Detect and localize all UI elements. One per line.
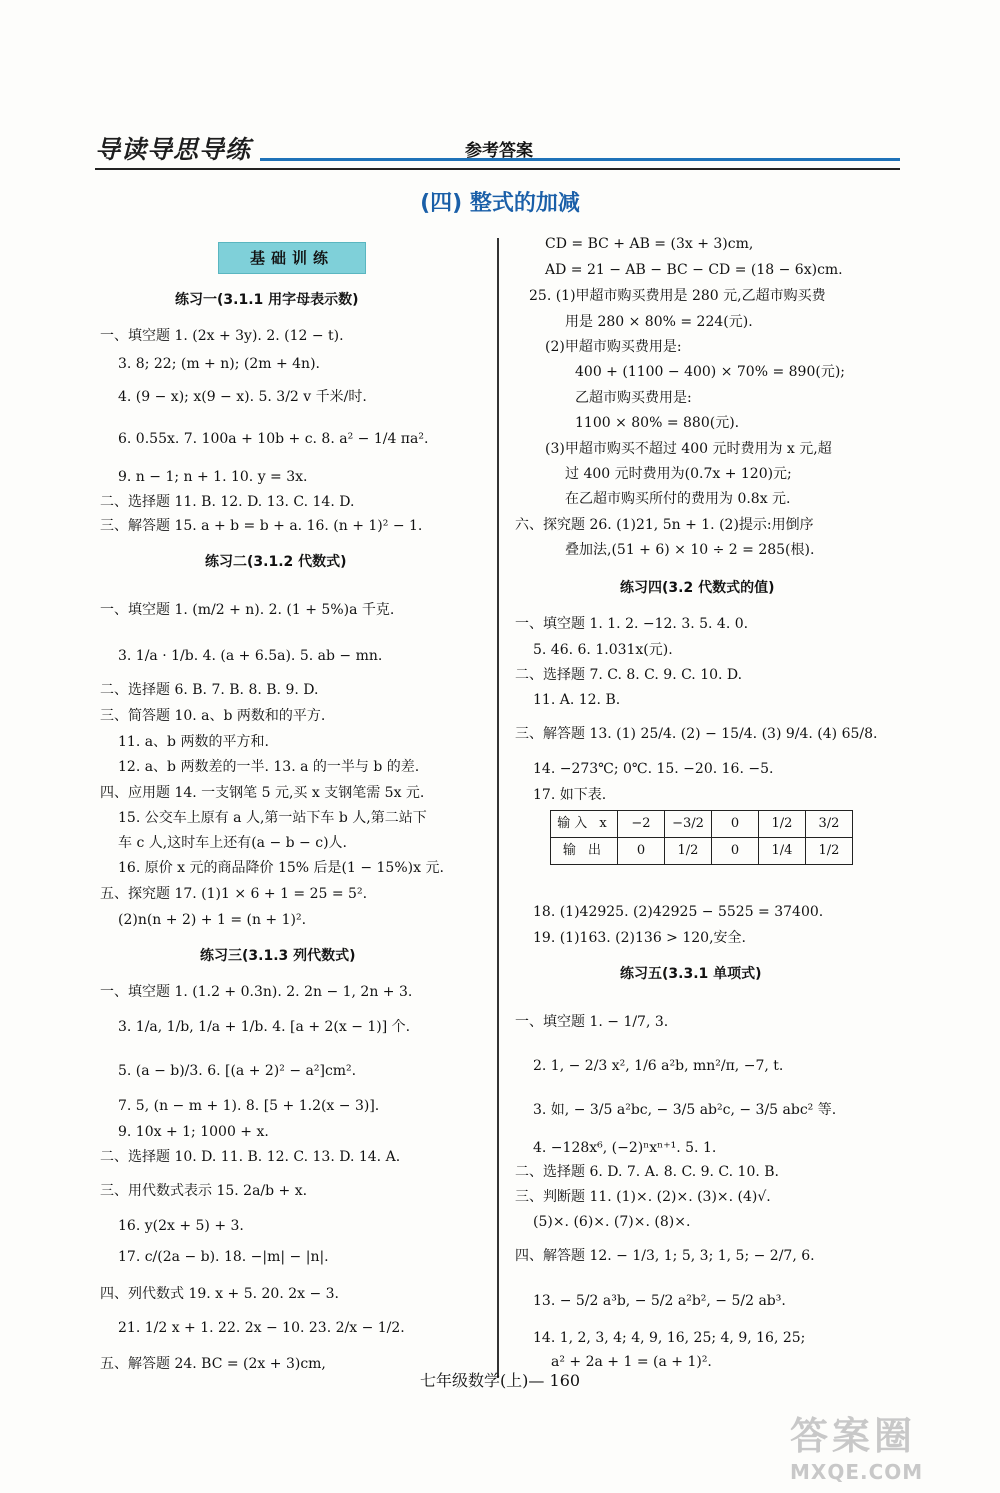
series-logo: 导读导思导练: [95, 135, 252, 164]
answer-line: 二、选择题 6. D. 7. A. 8. C. 9. C. 10. B.: [515, 1164, 779, 1180]
answer-line: 3. 1/a, 1/b, 1/a + 1/b. 4. [a + 2(x − 1)] 个.: [118, 1019, 411, 1035]
table-cell: −3/2: [665, 811, 712, 838]
header-title: 参考答案: [465, 141, 533, 161]
answer-line: 三、简答题 10. a、b 两数和的平方.: [100, 708, 326, 724]
table-row: [551, 811, 853, 838]
basic-training-badge: 基础训练: [218, 242, 366, 274]
answer-line: (2)n(n + 2) + 1 = (n + 1)².: [118, 912, 307, 928]
section-title: 练习二(3.1.2 代数式): [205, 554, 347, 570]
table-cell: 1/2: [665, 838, 712, 865]
answer-line: 3. 如, − 3/5 a²bc, − 3/5 ab²c, − 3/5 abc² 等.: [533, 1102, 837, 1118]
answer-line: 11. a、b 两数的平方和.: [118, 734, 269, 750]
answer-line: 4. (9 − x); x(9 − x). 5. 3/2 v 千米/时.: [118, 389, 367, 405]
input-output-table: [550, 810, 853, 865]
answer-line: 14. 1, 2, 3, 4; 4, 9, 16, 25; 4, 9, 16, 25;: [533, 1330, 806, 1346]
answer-line: 3. 8; 22; (m + n); (2m + 4n).: [118, 356, 320, 372]
table-cell: 1/2: [759, 811, 806, 838]
answer-line: (5)×. (6)×. (7)×. (8)×.: [533, 1214, 691, 1230]
header-dark-rule: [95, 168, 900, 170]
answer-line: 400 + (1100 − 400) × 70% = 890(元);: [575, 364, 845, 380]
table-cell: −2: [618, 811, 665, 838]
answer-line: 三、解答题 13. (1) 25/4. (2) − 15/4. (3) 9/4. (4) 65/8.: [515, 726, 878, 742]
section-title: 练习四(3.2 代数式的值): [620, 580, 775, 596]
answer-line: 一、填空题 1. − 1/7, 3.: [515, 1014, 669, 1030]
answer-line: 9. n − 1; n + 1. 10. y = 3x.: [118, 469, 308, 485]
answer-line: CD = BC + AB = (3x + 3)cm,: [545, 236, 754, 252]
answer-line: 2. 1, − 2/3 x², 1/6 a²b, mn²/π, −7, t.: [533, 1058, 784, 1074]
answer-line: 5. 46. 6. 1.031x(元).: [533, 642, 673, 658]
answer-line: 一、填空题 1. 1. 2. −12. 3. 5. 4. 0.: [515, 616, 749, 632]
answer-line: 17. c/(2a − b). 18. −|m| − |n|.: [118, 1249, 329, 1265]
answer-line: 四、解答题 12. − 1/3, 1; 5, 3; 1, 5; − 2/7, 6.: [515, 1248, 815, 1264]
table-row: [551, 838, 853, 865]
header-blue-rule: [260, 158, 900, 161]
answer-line: 21. 1/2 x + 1. 22. 2x − 10. 23. 2/x − 1/2.: [118, 1320, 405, 1336]
answer-line: 17. 如下表.: [533, 787, 607, 803]
answer-line: AD = 21 − AB − BC − CD = (18 − 6x)cm.: [545, 262, 843, 278]
answer-line: 一、填空题 1. (2x + 3y). 2. (12 − t).: [100, 328, 344, 344]
table-cell: 输入 x: [551, 811, 618, 838]
answer-line: 三、用代数式表示 15. 2a/b + x.: [100, 1183, 308, 1199]
answer-line: 叠加法,(51 + 6) × 10 ÷ 2 = 285(根).: [565, 542, 815, 558]
answer-line: a² + 2a + 1 = (a + 1)².: [551, 1354, 712, 1370]
answer-line: 在乙超市购买所付的费用为 0.8x 元.: [565, 491, 791, 507]
answer-line: 16. 原价 x 元的商品降价 15% 后是(1 − 15%)x 元.: [118, 860, 444, 876]
answer-line: 19. (1)163. (2)136 > 120,安全.: [533, 930, 746, 946]
section-title: 练习一(3.1.1 用字母表示数): [175, 292, 359, 308]
answer-line: 四、列代数式 19. x + 5. 20. 2x − 3.: [100, 1286, 340, 1302]
answer-line: 五、解答题 24. BC = (2x + 3)cm,: [100, 1356, 326, 1372]
watermark-logo-text: 答案圈: [790, 1414, 917, 1458]
answer-line: 12. a、b 两数差的一半. 13. a 的一半与 b 的差.: [118, 759, 420, 775]
answer-line: 二、选择题 7. C. 8. C. 9. C. 10. D.: [515, 667, 743, 683]
answer-line: 车 c 人,这时车上还有(a − b − c)人.: [118, 835, 347, 851]
answer-line: 三、解答题 15. a + b = b + a. 16. (n + 1)² − 1.: [100, 518, 423, 534]
answer-line: 15. 公交车上原有 a 人,第一站下车 b 人,第二站下: [118, 810, 427, 826]
section-title: 练习三(3.1.3 列代数式): [200, 948, 356, 964]
answer-line: 六、探究题 26. (1)21, 5n + 1. (2)提示:用倒序: [515, 517, 814, 533]
answer-line: 9. 10x + 1; 1000 + x.: [118, 1124, 269, 1140]
answer-line: (2)甲超市购买费用是:: [545, 339, 682, 355]
answer-line: 4. −128x⁶, (−2)ⁿxⁿ⁺¹. 5. 1.: [533, 1140, 717, 1156]
page-footer: 七年级数学(上)— 160: [419, 1371, 581, 1390]
page-header: [95, 128, 900, 174]
chapter-title: (四) 整式的加减: [420, 191, 580, 216]
answer-line: 13. − 5/2 a³b, − 5/2 a²b², − 5/2 ab³.: [533, 1293, 786, 1309]
answer-line: 一、填空题 1. (1.2 + 0.3n). 2. 2n − 1, 2n + 3.: [100, 984, 413, 1000]
watermark-url: MXQE.COM: [790, 1460, 924, 1484]
answer-line: 11. A. 12. B.: [533, 692, 621, 708]
answer-line: 用是 280 × 80% = 224(元).: [565, 314, 753, 330]
answer-line: 过 400 元时费用为(0.7x + 120)元;: [565, 466, 792, 482]
answer-line: 1100 × 80% = 880(元).: [575, 415, 740, 431]
answer-line: 6. 0.55x. 7. 100a + 10b + c. 8. a² − 1/4 πa².: [118, 431, 429, 447]
answer-line: 14. −273℃; 0℃. 15. −20. 16. −5.: [533, 761, 774, 777]
table-cell: 1/2: [806, 838, 853, 865]
answer-line: 一、填空题 1. (m/2 + n). 2. (1 + 5%)a 千克.: [100, 602, 395, 618]
table-cell: 3/2: [806, 811, 853, 838]
answer-line: 四、应用题 14. 一支钢笔 5 元,买 x 支钢笔需 5x 元.: [100, 785, 425, 801]
site-watermark: [790, 1405, 990, 1485]
answer-line: 二、选择题 11. B. 12. D. 13. C. 14. D.: [100, 494, 355, 510]
answer-line: 5. (a − b)/3. 6. [(a + 2)² − a²]cm².: [118, 1063, 357, 1079]
answer-line: 乙超市购买费用是:: [575, 390, 692, 406]
answer-line: 16. y(2x + 5) + 3.: [118, 1218, 244, 1234]
section-title: 练习五(3.3.1 单项式): [620, 966, 762, 982]
answer-line: 18. (1)42925. (2)42925 − 5525 = 37400.: [533, 904, 824, 920]
table-cell: 0: [618, 838, 665, 865]
answer-line: 三、判断题 11. (1)×. (2)×. (3)×. (4)√.: [515, 1189, 771, 1205]
answer-line: 3. 1/a · 1/b. 4. (a + 6.5a). 5. ab − mn.: [118, 648, 383, 664]
answer-line: 二、选择题 10. D. 11. B. 12. C. 13. D. 14. A.: [100, 1149, 401, 1165]
table-cell: 0: [712, 811, 759, 838]
table-cell: 输 出: [551, 838, 618, 865]
answer-line: 7. 5, (n − m + 1). 8. [5 + 1.2(x − 3)].: [118, 1098, 380, 1114]
answer-line: (3)甲超市购买不超过 400 元时费用为 x 元,超: [545, 441, 832, 457]
answer-line: 二、选择题 6. B. 7. B. 8. B. 9. D.: [100, 682, 319, 698]
column-divider: [497, 238, 499, 1378]
table-cell: 0: [712, 838, 759, 865]
answer-line: 五、探究题 17. (1)1 × 6 + 1 = 25 = 5².: [100, 886, 368, 902]
table-cell: 1/4: [759, 838, 806, 865]
answer-line: 25. (1)甲超市购买费用是 280 元,乙超市购买费: [529, 288, 826, 304]
